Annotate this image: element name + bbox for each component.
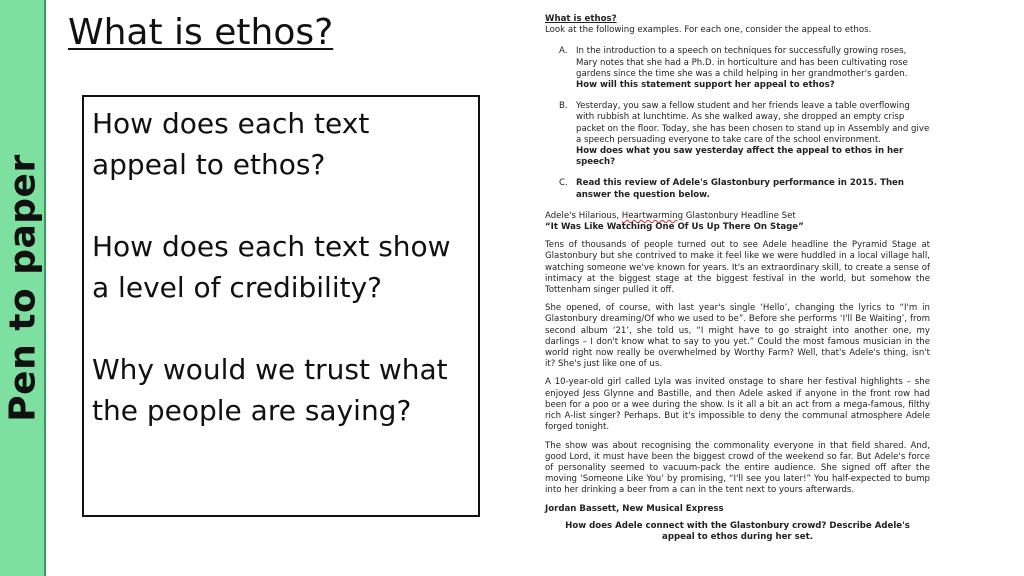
headline-part: Glastonbury Headline Set — [683, 210, 796, 221]
page-title: What is ethos? — [68, 12, 334, 53]
worksheet-instructions: Look at the following examples. For each one, consider the appeal to ethos. — [545, 25, 872, 36]
item-letter: C. — [559, 178, 568, 189]
article-headline — [545, 211, 930, 222]
pen-to-paper-label: Pen to paper — [2, 154, 44, 422]
item-letter: B. — [559, 101, 568, 112]
article-paragraph: A 10-year-old girl called Lyla was invited onstage to share her festival highlights – she enjoyed Jess Glynne and Bastille, and then Adele asked if anyone in the front row had been for a poo or a wee during the show. Is it all a bit an act from a mega-famous, filthy rich A-list singer? Perhaps. But it's impossible to deny the communal atmosphere Adele forged tonight. — [545, 377, 930, 433]
headline-spellcheck-word: Heartwarming — [621, 210, 684, 221]
worksheet-item-a — [559, 46, 930, 91]
item-text: Read this review of Adele's Glastonbury performance in 2015. Then answer the question below. — [576, 178, 905, 200]
question-ethos-appeal: How does each text appeal to ethos? — [92, 107, 370, 181]
item-question: How does what you saw yesterday affect the appeal to ethos in her speech? — [576, 146, 904, 168]
item-text: In the introduction to a speech on techniques for successfully growing roses, Mary notes that she had a Ph.D. in horticulture and has been cultivating rose gardens since the time she was a child helping in her grandmother's garden. — [576, 46, 908, 79]
item-text: Yesterday, you saw a fellow student and her friends leave a table overflowing with rubbish at lunchtime. As she walked away, she dropped an empty crisp packet on the floor. Today, she has been chosen to stand up in Assembly and give a speech persuading everyone to take care of the school environment. — [576, 101, 930, 145]
item-letter: A. — [559, 46, 568, 57]
article-byline: Jordan Bassett, New Musical Express — [545, 503, 724, 514]
article-paragraph: The show was about recognising the commonality everyone in that field shared. And, good Lord, it must have been the biggest crowd of the weekend so far. But Adele's force of personality seemed to vacuum-pack the entire audience. She signed off after the moving ‘Someone Like You’ by promising, “I'll see you later!” You half-expected to bump into her drinking a beer from a can in the tent next to yours afterwards. — [545, 440, 930, 496]
article-quote: “It Was Like Watching One Of Us Up There On Stage” — [545, 222, 804, 233]
worksheet-item-b — [559, 101, 930, 168]
question-box — [82, 95, 480, 517]
worksheet-document — [545, 14, 930, 543]
article-paragraph: Tens of thousands of people turned out to see Adele headline the Pyramid Stage at Glastonbury but she contrived to make it feel like we were huddled in a local village hall, watching someone we've known for years. It's an extraordinary skill, to create a sense of intimacy at the biggest stage at the biggest festival in the world, but somehow the Tottenham singer pulled it off. — [545, 240, 930, 296]
question-credibility: How does each text show a level of credibility? — [92, 230, 451, 304]
worksheet-item-c — [559, 178, 930, 200]
worksheet-title: What is ethos? — [545, 14, 617, 24]
final-question: How does Adele connect with the Glastonbury crowd? Describe Adele's appeal to ethos during her set. — [565, 520, 910, 542]
question-trust: Why would we trust what the people are saying? — [92, 353, 448, 427]
item-question: How will this statement support her appeal to ethos? — [576, 80, 835, 91]
pen-to-paper-banner — [0, 0, 46, 576]
article-paragraph: She opened, of course, with last year's single ‘Hello’, changing the lyrics to “I'm in Glastonbury dreaming/Of who we used to be”. Before she performs ‘I'll Be Waiting’, from second album ‘21’, she told us, “I might have to go straight into another one, my darlings – I don't know what to say to you yet.” Could the most famous musician in the world right now really be overwhelmed by Worthy Farm? Well, that's Adele's thing, isn't it? She's just like one of us. — [545, 303, 930, 370]
headline-part: Adele's Hilarious, — [545, 210, 622, 221]
